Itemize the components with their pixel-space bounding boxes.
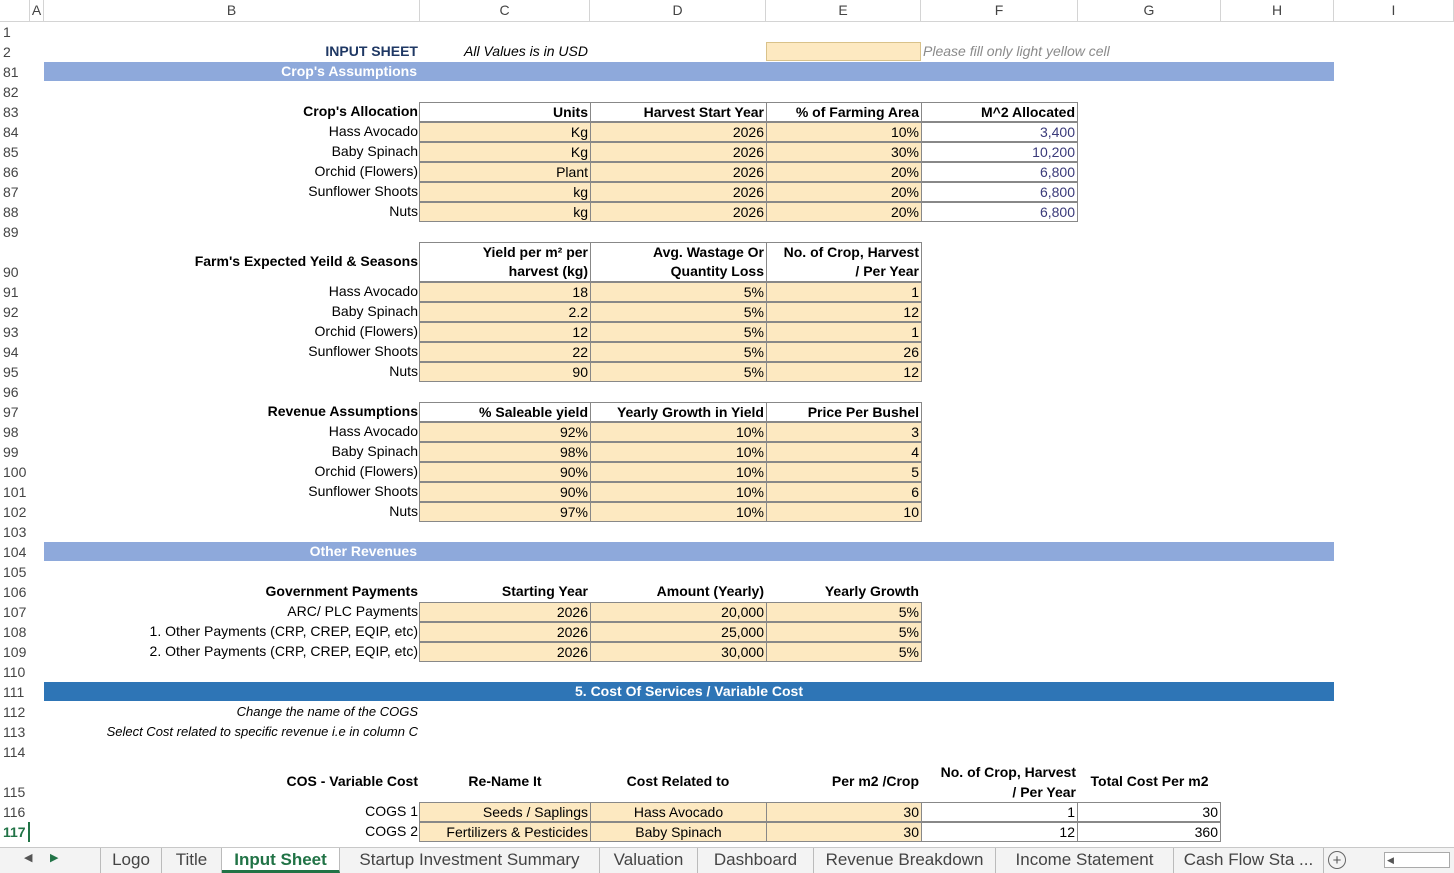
- allocation-m2-value: 6,800: [921, 202, 1078, 222]
- allocation-units-input[interactable]: Kg: [419, 122, 591, 142]
- revenue-header-growth: Yearly Growth in Yield: [590, 402, 767, 422]
- row-header[interactable]: 106: [3, 584, 27, 600]
- allocation-header-pct: % of Farming Area: [766, 102, 922, 122]
- column-header-g[interactable]: G: [1078, 0, 1221, 22]
- row-header[interactable]: 86: [3, 164, 19, 180]
- row-header[interactable]: 89: [3, 224, 19, 240]
- sheet-tab[interactable]: Logo: [100, 848, 162, 873]
- row-header[interactable]: 90: [3, 264, 19, 280]
- revenue-label: Revenue Assumptions: [267, 403, 418, 419]
- cos-crops-value: 12: [921, 822, 1078, 842]
- revenue-header-sale: % Saleable yield: [419, 402, 591, 422]
- yield-header-yield-l2: harvest (kg): [508, 263, 588, 279]
- gov-row-label: ARC/ PLC Payments: [287, 603, 418, 619]
- price-per-bushel-input[interactable]: 10: [766, 502, 922, 522]
- cos-related-input[interactable]: Hass Avocado: [590, 802, 767, 822]
- row-header[interactable]: 104: [3, 544, 27, 560]
- cos-note-select: Select Cost related to specific revenue i.e in column C: [106, 724, 418, 739]
- allocation-row-label: Nuts: [389, 203, 418, 219]
- gov-label: Government Payments: [265, 583, 418, 599]
- row-header[interactable]: 114: [3, 744, 26, 760]
- price-per-bushel-input[interactable]: 6: [766, 482, 922, 502]
- row-header[interactable]: 107: [3, 604, 27, 620]
- gov-amount-input[interactable]: 30,000: [590, 642, 767, 662]
- cos-note-rename: Change the name of the COGS: [236, 704, 418, 719]
- allocation-pct-input[interactable]: 20%: [766, 182, 922, 202]
- row-header[interactable]: 83: [3, 104, 19, 120]
- yield-header-crops-l2: / Per Year: [855, 263, 919, 279]
- column-header-b[interactable]: B: [44, 0, 420, 22]
- row-header[interactable]: 95: [3, 364, 19, 380]
- yield-header-waste-l1: Avg. Wastage Or: [653, 244, 764, 260]
- column-header-i[interactable]: I: [1334, 0, 1454, 22]
- section-band-other-revenues: Other Revenues: [44, 542, 1334, 561]
- allocation-m2-value: 6,800: [921, 182, 1078, 202]
- row-header[interactable]: 109: [3, 644, 27, 660]
- cos-rename-input[interactable]: Fertilizers & Pesticides: [419, 822, 591, 842]
- cos-header-perm2: Per m2 /Crop: [831, 773, 919, 789]
- allocation-m2-value: 3,400: [921, 122, 1078, 142]
- column-header-d[interactable]: D: [590, 0, 766, 22]
- allocation-year-input[interactable]: 2026: [590, 162, 767, 182]
- row-header[interactable]: 88: [3, 204, 19, 220]
- select-all-corner[interactable]: [0, 0, 30, 22]
- sheet-tab[interactable]: Startup Investment Summary: [340, 848, 600, 873]
- gov-start-year-input[interactable]: 2026: [419, 602, 591, 622]
- cos-row-label: COGS 2: [365, 823, 418, 839]
- crops-per-year-input[interactable]: 1: [766, 322, 922, 342]
- row-header[interactable]: 1: [3, 24, 11, 40]
- row-header[interactable]: 93: [3, 324, 19, 340]
- row-header[interactable]: 105: [3, 564, 27, 580]
- gov-start-year-input[interactable]: 2026: [419, 622, 591, 642]
- revenue-row-label: Orchid (Flowers): [314, 463, 418, 479]
- wastage-input[interactable]: 5%: [590, 322, 767, 342]
- cos-row-label: COGS 1: [365, 803, 418, 819]
- gov-growth-input[interactable]: 5%: [766, 622, 922, 642]
- yield-row-label: Orchid (Flowers): [314, 323, 418, 339]
- gov-growth-input[interactable]: 5%: [766, 602, 922, 622]
- wastage-input[interactable]: 5%: [590, 302, 767, 322]
- row-header[interactable]: 2: [3, 44, 11, 60]
- gov-header-year: Starting Year: [501, 583, 588, 599]
- page-title: INPUT SHEET: [325, 43, 418, 59]
- yield-header-waste-l2: Quantity Loss: [670, 263, 764, 279]
- column-header-h[interactable]: H: [1221, 0, 1334, 22]
- row-header[interactable]: 108: [3, 624, 27, 640]
- sheet-tab[interactable]: Dashboard: [698, 848, 814, 873]
- allocation-row-label: Hass Avocado: [328, 123, 418, 139]
- row-header[interactable]: 82: [3, 84, 19, 100]
- tab-scroll-right-icon[interactable]: ▶: [50, 852, 59, 864]
- wastage-input[interactable]: 5%: [590, 362, 767, 382]
- yield-label: Farm's Expected Yeild & Seasons: [194, 253, 418, 269]
- row-header[interactable]: 99: [3, 444, 19, 460]
- row-header[interactable]: 92: [3, 304, 19, 320]
- cos-crops-value: 1: [921, 802, 1078, 822]
- cos-header-total: Total Cost Per m2: [1090, 773, 1209, 789]
- section-band-crops: Crop's Assumptions: [44, 62, 1334, 81]
- sheet-tab[interactable]: Title: [162, 848, 222, 873]
- cos-header-related: Cost Related to: [626, 773, 730, 789]
- scroll-left-arrow-icon[interactable]: ◀: [1387, 855, 1394, 865]
- yield-value-input[interactable]: 18: [419, 282, 591, 302]
- crops-per-year-input[interactable]: 26: [766, 342, 922, 362]
- allocation-pct-input[interactable]: 20%: [766, 202, 922, 222]
- cos-total-value: 360: [1077, 822, 1221, 842]
- yield-row-label: Sunflower Shoots: [308, 343, 418, 359]
- cos-header-crops-l2: / Per Year: [1012, 784, 1076, 800]
- gov-growth-input[interactable]: 5%: [766, 642, 922, 662]
- wastage-input[interactable]: 5%: [590, 282, 767, 302]
- price-per-bushel-input[interactable]: 4: [766, 442, 922, 462]
- saleable-yield-input[interactable]: 97%: [419, 502, 591, 522]
- yield-header-waste: [590, 242, 767, 282]
- row-header[interactable]: 91: [3, 284, 19, 300]
- cos-related-input[interactable]: Baby Spinach: [590, 822, 767, 842]
- yield-growth-input[interactable]: 10%: [590, 482, 767, 502]
- add-sheet-icon[interactable]: +: [1328, 851, 1346, 869]
- row-header[interactable]: 110: [3, 664, 26, 680]
- allocation-m2-value: 6,800: [921, 162, 1078, 182]
- cos-perm2-input[interactable]: 30: [766, 802, 922, 822]
- revenue-row-label: Sunflower Shoots: [308, 483, 418, 499]
- allocation-header-m2: M^2 Allocated: [921, 102, 1078, 122]
- revenue-row-label: Hass Avocado: [328, 423, 418, 439]
- crops-per-year-input[interactable]: 12: [766, 302, 922, 322]
- allocation-row-label: Orchid (Flowers): [314, 163, 418, 179]
- row-header[interactable]: 101: [3, 484, 27, 500]
- sheet-tab-bar: [0, 847, 1454, 873]
- gov-row-label: 2. Other Payments (CRP, CREP, EQIP, etc): [149, 643, 418, 659]
- cos-label: COS - Variable Cost: [286, 773, 418, 789]
- yield-growth-input[interactable]: 10%: [590, 462, 767, 482]
- allocation-header-year: Harvest Start Year: [590, 102, 767, 122]
- saleable-yield-input[interactable]: 98%: [419, 442, 591, 462]
- sheet-tab[interactable]: Income Statement: [996, 848, 1174, 873]
- column-header-e[interactable]: E: [766, 0, 921, 22]
- allocation-year-input[interactable]: 2026: [590, 142, 767, 162]
- revenue-row-label: Baby Spinach: [331, 443, 418, 459]
- price-per-bushel-input[interactable]: 3: [766, 422, 922, 442]
- allocation-row-label: Baby Spinach: [331, 143, 418, 159]
- fill-note: Please fill only light yellow cell: [923, 43, 1110, 59]
- allocation-pct-input[interactable]: 30%: [766, 142, 922, 162]
- saleable-yield-input[interactable]: 90%: [419, 462, 591, 482]
- row-header[interactable]: 100: [3, 464, 27, 480]
- gov-row-label: 1. Other Payments (CRP, CREP, EQIP, etc): [149, 623, 418, 639]
- price-per-bushel-input[interactable]: 5: [766, 462, 922, 482]
- horizontal-scrollbar[interactable]: [1384, 852, 1450, 868]
- allocation-units-input[interactable]: Kg: [419, 142, 591, 162]
- yield-value-input[interactable]: 22: [419, 342, 591, 362]
- sheet-tab[interactable]: Revenue Breakdown: [814, 848, 996, 873]
- yield-row-label: Baby Spinach: [331, 303, 418, 319]
- units-note: All Values is in USD: [464, 43, 588, 59]
- allocation-pct-input[interactable]: 10%: [766, 122, 922, 142]
- row-header[interactable]: 84: [3, 124, 19, 140]
- legend-input-swatch: [766, 42, 921, 61]
- gov-header-amount: Amount (Yearly): [656, 583, 764, 599]
- yield-growth-input[interactable]: 10%: [590, 442, 767, 462]
- yield-value-input[interactable]: 90: [419, 362, 591, 382]
- yield-header-crops: [766, 242, 922, 282]
- row-header[interactable]: 94: [3, 344, 19, 360]
- allocation-units-input[interactable]: kg: [419, 182, 591, 202]
- section-band-cos: 5. Cost Of Services / Variable Cost: [44, 682, 1334, 701]
- allocation-m2-value: 10,200: [921, 142, 1078, 162]
- sheet-tab[interactable]: Cash Flow Sta ...: [1174, 848, 1324, 873]
- allocation-year-input[interactable]: 2026: [590, 122, 767, 142]
- gov-start-year-input[interactable]: 2026: [419, 642, 591, 662]
- column-header-c[interactable]: C: [420, 0, 590, 22]
- yield-value-input[interactable]: 2.2: [419, 302, 591, 322]
- allocation-units-input[interactable]: Plant: [419, 162, 591, 182]
- crops-per-year-input[interactable]: 12: [766, 362, 922, 382]
- allocation-label: Crop's Allocation: [303, 103, 418, 119]
- column-header-a[interactable]: A: [30, 0, 44, 22]
- saleable-yield-input[interactable]: 90%: [419, 482, 591, 502]
- gov-amount-input[interactable]: 25,000: [590, 622, 767, 642]
- row-header[interactable]: 96: [3, 384, 19, 400]
- allocation-units-input[interactable]: kg: [419, 202, 591, 222]
- allocation-year-input[interactable]: 2026: [590, 202, 767, 222]
- row-header[interactable]: 115: [3, 784, 26, 800]
- sheet-tab[interactable]: Valuation: [600, 848, 698, 873]
- row-header[interactable]: 87: [3, 184, 19, 200]
- tab-scroll-left-icon[interactable]: ◀: [24, 852, 33, 864]
- allocation-year-input[interactable]: 2026: [590, 182, 767, 202]
- yield-growth-input[interactable]: 10%: [590, 502, 767, 522]
- row-header[interactable]: 111: [3, 684, 25, 700]
- yield-row-label: Nuts: [389, 363, 418, 379]
- sheet-tab[interactable]: Input Sheet: [222, 848, 340, 873]
- yield-growth-input[interactable]: 10%: [590, 422, 767, 442]
- row-header[interactable]: 81: [3, 64, 19, 80]
- yield-row-label: Hass Avocado: [328, 283, 418, 299]
- row-header[interactable]: 116: [3, 804, 26, 820]
- allocation-header-units: Units: [419, 102, 591, 122]
- saleable-yield-input[interactable]: 92%: [419, 422, 591, 442]
- row-header[interactable]: 97: [3, 404, 19, 420]
- yield-header-yield-l1: Yield per m² per: [482, 244, 588, 260]
- cos-header-crops: [921, 762, 1078, 802]
- yield-value-input[interactable]: 12: [419, 322, 591, 342]
- allocation-row-label: Sunflower Shoots: [308, 183, 418, 199]
- revenue-header-price: Price Per Bushel: [766, 402, 922, 422]
- allocation-pct-input[interactable]: 20%: [766, 162, 922, 182]
- yield-header-crops-l1: No. of Crop, Harvest: [783, 244, 919, 260]
- row-header[interactable]: 103: [3, 524, 27, 540]
- row-header[interactable]: 85: [3, 144, 19, 160]
- revenue-row-label: Nuts: [389, 503, 418, 519]
- column-header-f[interactable]: F: [921, 0, 1078, 22]
- row-header[interactable]: 98: [3, 424, 19, 440]
- row-header[interactable]: 117: [0, 822, 30, 842]
- gov-header-growth: Yearly Growth: [824, 583, 919, 599]
- cos-rename-input[interactable]: Seeds / Saplings: [419, 802, 591, 822]
- row-header[interactable]: 102: [3, 504, 27, 520]
- row-header[interactable]: 112: [3, 704, 26, 720]
- wastage-input[interactable]: 5%: [590, 342, 767, 362]
- cos-header-rename: Re-Name It: [468, 773, 542, 789]
- cos-total-value: 30: [1077, 802, 1221, 822]
- gov-amount-input[interactable]: 20,000: [590, 602, 767, 622]
- cos-perm2-input[interactable]: 30: [766, 822, 922, 842]
- row-header[interactable]: 113: [3, 724, 26, 740]
- cos-header-crops-l1: No. of Crop, Harvest: [940, 764, 1076, 780]
- yield-header-yield: [419, 242, 591, 282]
- crops-per-year-input[interactable]: 1: [766, 282, 922, 302]
